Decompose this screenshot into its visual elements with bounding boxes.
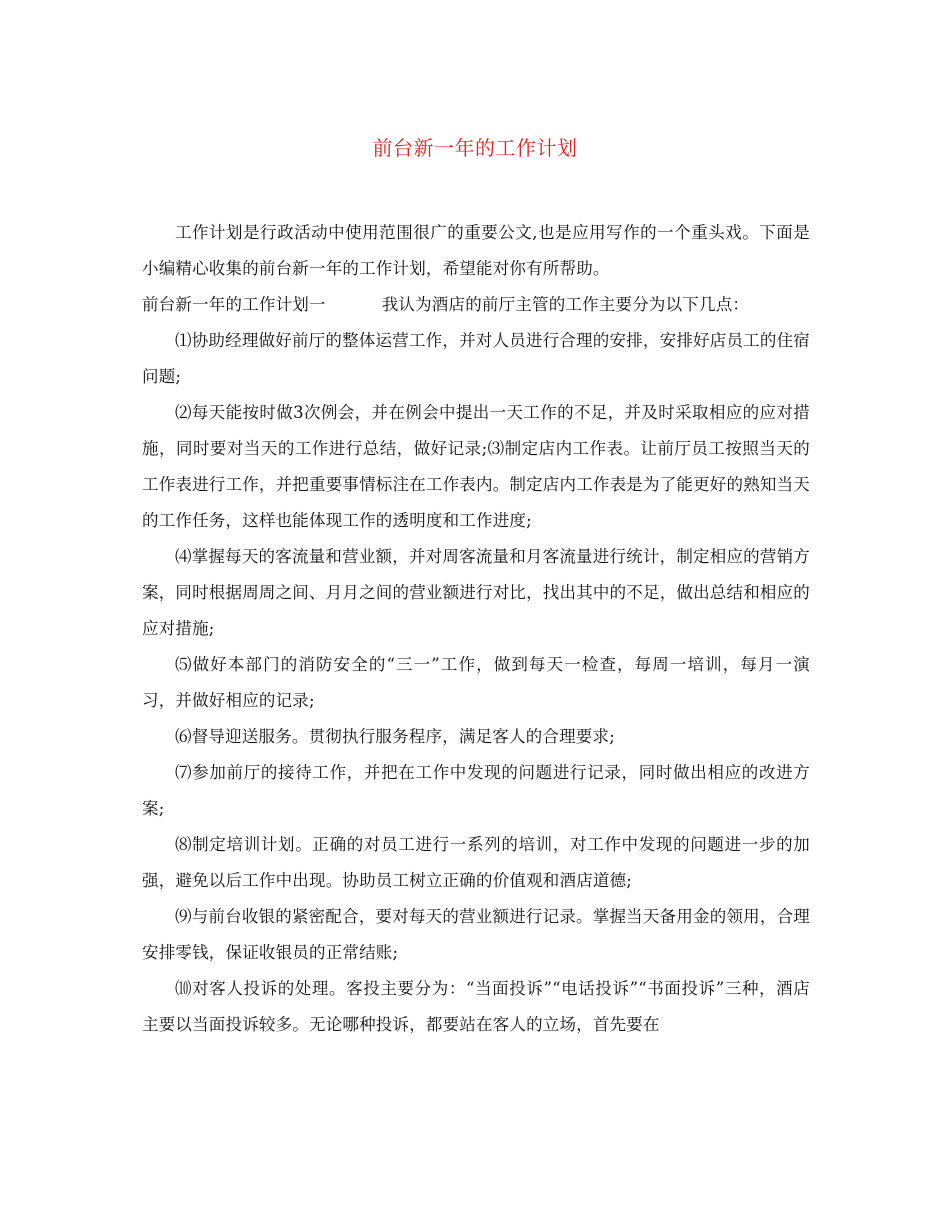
list-item: ⑸做好本部门的消防安全的“三一”工作，做到每天一检查，每周一培训，每月一演习，并做好相应的记录; <box>142 655 810 710</box>
list-item: ⑵每天能按时做3次例会，并在例会中提出一天工作的不足，并及时采取相应的应对措施，同时要对当天的工作进行总结，做好记录;⑶制定店内工作表。让前厅员工按照当天的工作表进行工作，并把重要事情标注在工作表内。制定店内工作表是为了能更好的熟知当天的工作任务，这样也能体现工作的透明度和工作进度; <box>142 403 810 530</box>
document-title: 前台新一年的工作计划 <box>372 136 578 160</box>
list-item: ⑺参加前厅的接待工作，并把在工作中发现的问题进行记录，同时做出相应的改进方案; <box>142 763 810 818</box>
list-item: ⑹督导迎送服务。贯彻执行服务程序，满足客人的合理要求; <box>175 727 615 746</box>
section-line <box>142 287 810 323</box>
section-lead: 我认为酒店的前厅主管的工作主要分为以下几点： <box>381 295 750 314</box>
list-item: ⑽对客人投诉的处理。客投主要分为：“当面投诉”“电话投诉”“书面投诉”三种，酒店主要以当面投诉较多。无论哪种投诉，都要站在客人的立场，首先要在 <box>142 979 810 1034</box>
section-heading: 前台新一年的工作计划一 <box>142 295 326 314</box>
list-item: ⑴协助经理做好前厅的整体运营工作，并对人员进行合理的安排，安排好店员工的住宿问题; <box>142 331 810 386</box>
list-item: ⑻制定培训计划。正确的对员工进行一系列的培训，对工作中发现的问题进一步的加强，避免以后工作中出现。协助员工树立正确的价值观和酒店道德; <box>142 835 810 890</box>
list-item: ⑼与前台收银的紧密配合，要对每天的营业额进行记录。掌握当天备用金的领用，合理安排零钱，保证收银员的正常结账; <box>142 907 810 962</box>
document-body <box>142 215 810 1043</box>
list-item: ⑷掌握每天的客流量和营业额，并对周客流量和月客流量进行统计，制定相应的营销方案，同时根据周周之间、月月之间的营业额进行对比，找出其中的不足，做出总结和相应的应对措施; <box>142 547 810 638</box>
intro-paragraph: 工作计划是行政活动中使用范围很广的重要公文,也是应用写作的一个重头戏。下面是小编精心收集的前台新一年的工作计划，希望能对你有所帮助。 <box>142 223 810 278</box>
